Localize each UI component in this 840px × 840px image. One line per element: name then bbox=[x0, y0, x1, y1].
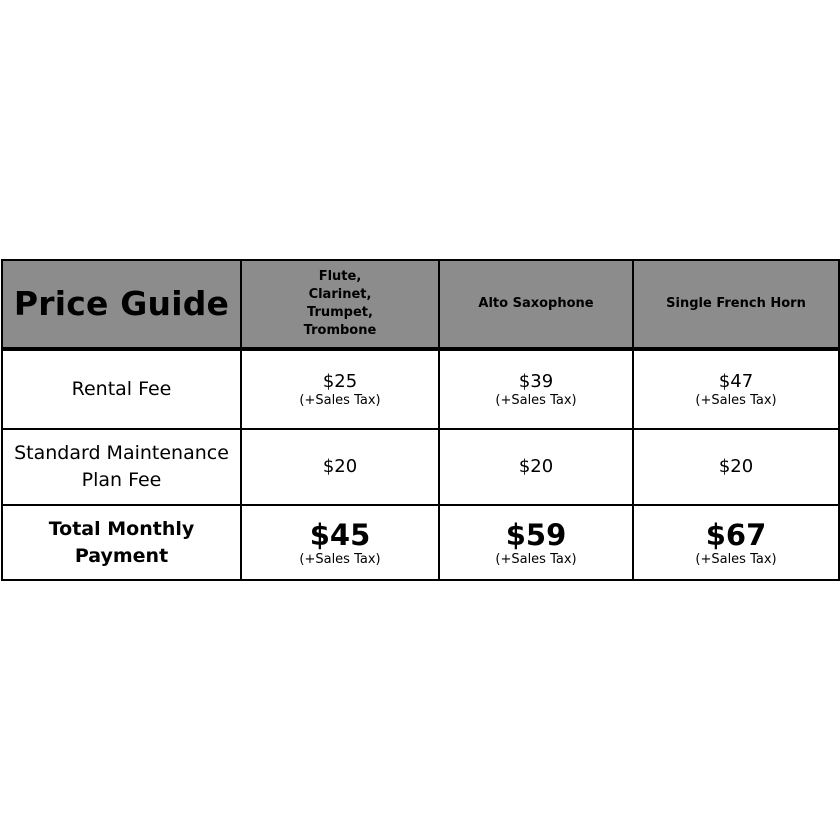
rental-fee-value: $47 bbox=[718, 370, 754, 392]
sales-tax-note: (+Sales Tax) bbox=[695, 392, 777, 408]
table-title: Price Guide bbox=[2, 260, 241, 349]
header-row bbox=[2, 260, 839, 349]
rental-fee-cell bbox=[241, 349, 439, 429]
sales-tax-note: (+Sales Tax) bbox=[495, 551, 577, 567]
column-header-flute-clarinet-trumpet-trombone bbox=[241, 260, 439, 349]
column-header-alto-saxophone: Alto Saxophone bbox=[439, 260, 633, 349]
maintenance-plan-label bbox=[2, 429, 241, 505]
total-monthly-payment-label: Total Monthly Payment bbox=[2, 505, 241, 580]
rental-fee-cell bbox=[633, 349, 839, 429]
total-payment-value: $59 bbox=[505, 517, 567, 552]
maintenance-plan-row bbox=[2, 429, 839, 505]
column-header-line: Flute, bbox=[318, 269, 362, 284]
sales-tax-note: (+Sales Tax) bbox=[695, 551, 777, 567]
column-header-line: Trombone bbox=[303, 323, 377, 338]
maintenance-fee-cell bbox=[439, 429, 633, 505]
total-payment-value: $67 bbox=[705, 517, 767, 552]
rental-fee-row bbox=[2, 349, 839, 429]
maintenance-fee-value: $20 bbox=[718, 456, 754, 477]
sales-tax-note: (+Sales Tax) bbox=[299, 392, 381, 408]
total-monthly-payment-row bbox=[2, 505, 839, 580]
total-payment-value: $45 bbox=[309, 517, 371, 552]
rental-fee-label: Rental Fee bbox=[2, 349, 241, 429]
column-header-line: Trumpet, bbox=[307, 305, 373, 320]
maintenance-fee-value: $20 bbox=[518, 456, 554, 477]
price-guide-table bbox=[1, 259, 840, 581]
maintenance-fee-value: $20 bbox=[322, 456, 358, 477]
rental-fee-value: $39 bbox=[518, 370, 554, 392]
total-payment-cell bbox=[241, 505, 439, 580]
total-payment-cell bbox=[633, 505, 839, 580]
rental-fee-cell bbox=[439, 349, 633, 429]
sales-tax-note: (+Sales Tax) bbox=[495, 392, 577, 408]
maintenance-fee-cell bbox=[241, 429, 439, 505]
maintenance-fee-cell bbox=[633, 429, 839, 505]
total-payment-cell bbox=[439, 505, 633, 580]
rental-fee-value: $25 bbox=[322, 370, 358, 392]
column-header-single-french-horn: Single French Horn bbox=[633, 260, 839, 349]
maintenance-label-line: Standard Maintenance bbox=[14, 442, 229, 464]
sales-tax-note: (+Sales Tax) bbox=[299, 551, 381, 567]
column-header-line: Clarinet, bbox=[308, 287, 372, 302]
maintenance-label-line: Plan Fee bbox=[81, 469, 162, 491]
